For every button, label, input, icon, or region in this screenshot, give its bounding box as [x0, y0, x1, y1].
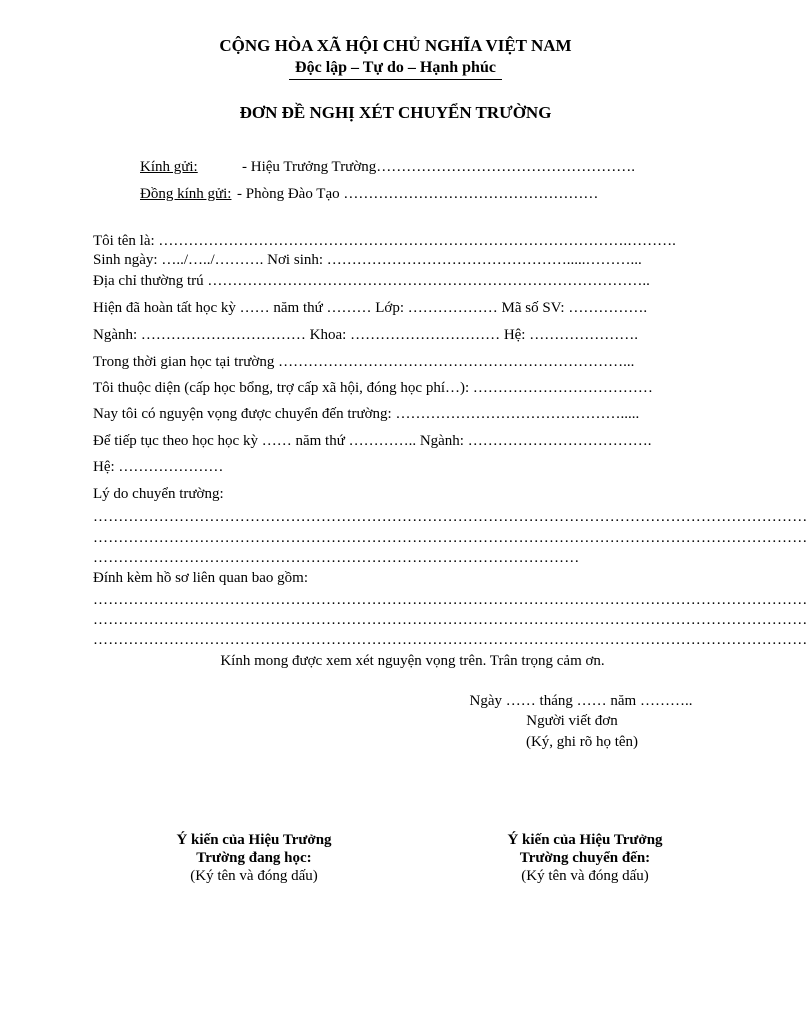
attachment-line: ……………………………………………………………………………………………………………………………: [93, 612, 808, 628]
signature-signer: Người viết đơn: [526, 713, 618, 729]
attachments-label: Đính kèm hồ sơ liên quan bao gồm:: [93, 570, 308, 586]
field-semester-class: Hiện đã hoàn tất học kỳ …… năm thứ ……… Lớp: ……………… Mã số SV: …………….: [93, 300, 648, 316]
field-major-faculty: Ngành: …………………………… Khoa: ………………………… Hệ: ………………….: [93, 327, 638, 343]
opinion-note: (Ký tên và đóng dấu): [190, 868, 318, 884]
recipient-label-1: Kính gửi:: [140, 159, 198, 175]
opinion-target-school: [455, 831, 715, 885]
opinion-title: Ý kiến của Hiệu Trưởng: [507, 832, 663, 848]
form-title: ĐƠN ĐỀ NGHỊ XÉT CHUYỂN TRƯỜNG: [239, 103, 552, 122]
opinion-title: Ý kiến của Hiệu Trưởng: [176, 832, 332, 848]
opinion-subtitle: Trường chuyển đến:: [519, 850, 651, 866]
reason-line: ……………………………………………………………………………………: [93, 550, 580, 566]
recipient-value-1: - Hiệu Trưởng Trường…………………………………………….: [242, 159, 635, 175]
field-address: Địa chỉ thường trú ……………………………………………………………………………..: [93, 273, 650, 289]
field-system: Hệ: …………………: [93, 459, 224, 475]
country-header: CỘNG HÒA XÃ HỘI CHỦ NGHĨA VIỆT NAM: [219, 36, 572, 55]
field-birth: Sinh ngày: …../…../………. Nơi sinh: ………………………………………….....………...: [93, 252, 642, 268]
opinion-subtitle: Trường đang học:: [196, 850, 312, 866]
field-category: Tôi thuộc diện (cấp học bổng, trợ cấp xã hội, đóng học phí…): ………………………………: [93, 380, 653, 396]
opinion-note: (Ký tên và đóng dấu): [521, 868, 649, 884]
field-study-period: Trong thời gian học tại trường ……………………………………………………………...: [93, 354, 635, 370]
reason-line: ……………………………………………………………………………………………………………………………: [93, 530, 808, 546]
signature-note: (Ký, ghi rõ họ tên): [525, 734, 639, 750]
recipient-label-2: Đồng kính gửi:: [140, 186, 232, 202]
reason-label: Lý do chuyển trường:: [93, 486, 224, 502]
field-continue-study: Để tiếp tục theo học học kỳ …… năm thứ ………….. Ngành: ……………………………….: [93, 433, 652, 449]
national-motto-text: Độc lập – Tự do – Hạnh phúc: [289, 60, 502, 80]
field-full-name: Tôi tên là: ………………………………………………………………………………….……….: [93, 233, 676, 249]
reason-line: ……………………………………………………………………………………………………………………………: [93, 509, 808, 525]
attachment-line: ……………………………………………………………………………………………………………………………: [93, 632, 808, 648]
attachment-line: ……………………………………………………………………………………………………………………………: [93, 592, 808, 608]
recipient-value-2: - Phòng Đào Tạo ……………………………………………: [237, 186, 599, 202]
closing-text: Kính mong được xem xét nguyện vọng trên. Trân trọng cảm ơn.: [220, 653, 605, 669]
signature-date: Ngày …… tháng …… năm ………..: [469, 693, 693, 709]
field-target-school: Nay tôi có nguyện vọng được chuyển đến trường: ……………………………………….....: [93, 406, 640, 422]
national-motto: [0, 60, 791, 80]
opinion-current-school: [124, 831, 384, 885]
